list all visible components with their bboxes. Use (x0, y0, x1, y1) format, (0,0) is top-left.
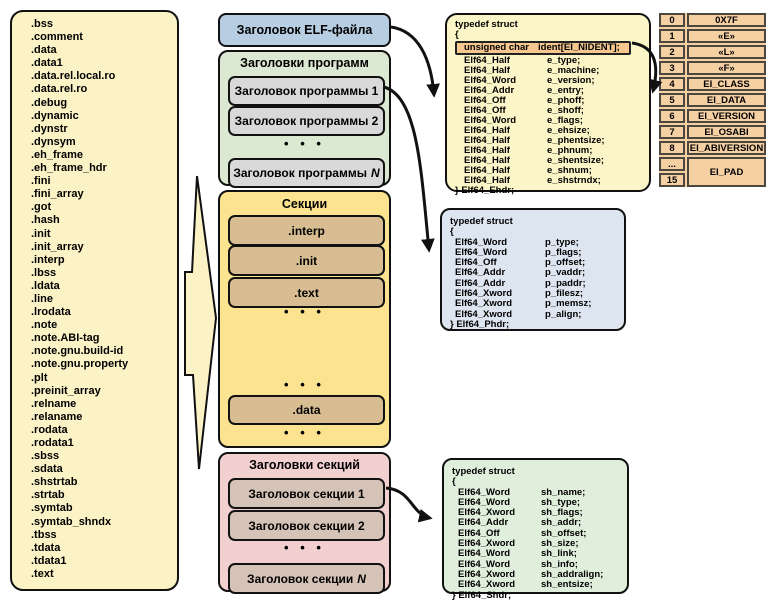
section-name: .data.rel.ro (31, 83, 88, 96)
section-name: .tbss (31, 528, 57, 541)
open-brace: { (455, 29, 459, 40)
field-name: e_ehsize; (547, 125, 590, 136)
byte-value-cell: «F» (687, 61, 766, 75)
ellipsis: • • • (284, 377, 325, 392)
field-name: p_vaddr; (545, 267, 586, 279)
section-name: .eh_frame (31, 148, 83, 161)
byte-index-cell: 4 (659, 77, 685, 91)
field-name: sh_addralign; (541, 568, 604, 580)
field-name: e_version; (547, 75, 595, 86)
section-name: .debug (31, 96, 68, 109)
field-type: Elf64_Xword (458, 507, 516, 519)
field-name: e_shstrndx; (547, 175, 601, 186)
field-name: e_entry; (547, 85, 584, 96)
section-name: .rodata (31, 423, 68, 436)
section-name: .preinit_array (31, 384, 101, 397)
program-headers-title: Заголовки программ (240, 56, 369, 70)
ellipsis: • • • (284, 540, 325, 555)
phdr-fields (450, 238, 624, 320)
field-type: Elf64_Word (455, 236, 508, 248)
field-type: Elf64_Word (458, 486, 511, 498)
e-ident-table (659, 13, 766, 187)
section-name: .comment (31, 31, 83, 44)
close-brace: } Elf64_Ehdr; (455, 185, 515, 196)
section-name: .init_array (31, 240, 84, 253)
field-name: sh_info; (541, 558, 578, 570)
section-name: .dynamic (31, 109, 79, 122)
section-name: .dynsym (31, 135, 76, 148)
field-type: Elf64_Off (455, 257, 497, 269)
field-type: Elf64_Xword (455, 288, 513, 300)
shdr-fields (452, 488, 627, 591)
field-name: p_type; (545, 236, 579, 248)
text-section-box: .text (228, 277, 385, 308)
ehdr-fields (455, 56, 649, 186)
elf64-shdr-struct-box (442, 458, 629, 601)
ellipsis: • • • (284, 304, 325, 319)
data-section-box: .data (228, 395, 385, 425)
program-header-n-label: Заголовок программы (233, 166, 367, 180)
field-type: Elf64_Off (458, 527, 500, 539)
byte-value-cell: EI_DATA (687, 93, 766, 107)
e-ident-rows (659, 13, 766, 155)
field-name: sh_link; (541, 548, 577, 560)
byte-index-cell: 8 (659, 141, 685, 155)
section-name: .eh_frame_hdr (31, 162, 107, 175)
section-name: .note.gnu.property (31, 358, 129, 371)
byte-index-cell: 7 (659, 125, 685, 139)
section-name: .lbss (31, 266, 57, 279)
section-name: .tdata (31, 541, 61, 554)
field-name: e_phoff; (547, 95, 585, 106)
section-header-n-label: Заголовок секции (247, 571, 354, 586)
byte-value-cell: EI_VERSION (687, 109, 766, 123)
section-name: .relaname (31, 410, 83, 423)
section-name: .plt (31, 371, 48, 384)
field-type: Elf64_Half (464, 155, 510, 166)
field-type: Elf64_Word (458, 496, 511, 508)
init-section-box: .init (228, 245, 385, 276)
section-name: .fini_array (31, 188, 84, 201)
elf64-phdr-struct-box (440, 208, 626, 331)
ellipsis: • • • (284, 425, 325, 440)
section-name: .tdata1 (31, 554, 67, 567)
field-type: Elf64_Word (455, 246, 508, 258)
field-name: sh_name; (541, 486, 586, 498)
interp-section-box: .interp (228, 215, 385, 246)
field-type: Elf64_Half (464, 65, 510, 76)
field-name: sh_entsize; (541, 579, 593, 591)
field-name: sh_size; (541, 538, 579, 550)
field-type: Elf64_Addr (455, 267, 506, 279)
field-type: Elf64_Addr (455, 277, 506, 289)
section-headers-container (218, 452, 391, 592)
close-brace: } Elf64_Shdr; (452, 589, 512, 601)
field-type: Elf64_Off (464, 95, 506, 106)
field-type: Elf64_Half (464, 165, 510, 176)
byte-index-cell: 15 (659, 173, 685, 187)
section-header-2-box: Заголовок секции 2 (228, 510, 385, 541)
field-type: Elf64_Half (464, 175, 510, 186)
field-name: e_shentsize; (547, 155, 605, 166)
byte-index-cell: ... (659, 157, 685, 171)
elf64-ehdr-struct-box (445, 13, 651, 196)
section-names-panel (10, 10, 179, 591)
section-name: .strtab (31, 489, 65, 502)
field-name: e_phnum; (547, 145, 593, 156)
byte-index-cell: 5 (659, 93, 685, 107)
field-type: Elf64_Half (464, 125, 510, 136)
field-name: sh_offset; (541, 527, 587, 539)
section-name: .lrodata (31, 306, 71, 319)
sections-container (218, 190, 391, 448)
section-name: .rodata1 (31, 437, 74, 449)
byte-value-cell: 0X7F (687, 13, 766, 27)
section-name: .data.rel.local.ro (31, 70, 116, 83)
ident-type: unsigned char (464, 42, 529, 53)
field-type: Elf64_Xword (458, 579, 516, 591)
section-name: .got (31, 201, 52, 214)
section-name: .symtab_shndx (31, 515, 112, 528)
field-name: e_shoff; (547, 105, 584, 116)
section-name: .shstrtab (31, 476, 78, 489)
close-brace: } Elf64_Phdr; (450, 318, 510, 330)
typedef-keyword: typedef struct (450, 216, 513, 227)
field-name: e_machine; (547, 65, 600, 76)
field-type: Elf64_Half (464, 145, 510, 156)
section-name: .symtab (31, 502, 73, 515)
byte-index-cell: 1 (659, 29, 685, 43)
field-name: sh_addr; (541, 517, 582, 529)
section-headers-title: Заголовки секций (249, 458, 360, 472)
section-name: .note (31, 319, 58, 332)
typedef-keyword: typedef struct (452, 466, 515, 477)
section-name: .sdata (31, 463, 63, 476)
section-name: .hash (31, 214, 60, 227)
field-type: Elf64_Addr (464, 85, 515, 96)
section-name: .text (31, 567, 54, 580)
field-name: e_phentsize; (547, 135, 605, 146)
section-name: .data1 (31, 57, 63, 70)
byte-index-cell: 6 (659, 109, 685, 123)
program-headers-container (218, 50, 391, 186)
section-name: .data (31, 44, 57, 57)
field-type: Elf64_Off (464, 105, 506, 116)
program-header-2-box: Заголовок программы 2 (228, 106, 385, 136)
e-ident-pad-rows (659, 157, 766, 187)
field-name: e_type; (547, 55, 581, 66)
section-name: .interp (31, 253, 65, 266)
byte-value-cell: «L» (687, 45, 766, 59)
byte-value-cell: EI_ABIVERSION (687, 141, 766, 155)
open-brace: { (452, 476, 456, 488)
field-type: Elf64_Word (458, 548, 511, 560)
byte-value-cell: EI_CLASS (687, 77, 766, 91)
field-type: Elf64_Half (464, 55, 510, 66)
big-funnel-arrow (185, 176, 216, 469)
section-name: .sbss (31, 450, 60, 463)
section-name: .line (31, 292, 54, 305)
field-type: Elf64_Half (464, 135, 510, 146)
field-name: sh_flags; (541, 507, 583, 519)
elf-file-header-box: Заголовок ELF-файла (218, 13, 391, 47)
field-name: p_filesz; (545, 288, 584, 300)
field-name: p_memsz; (545, 298, 592, 310)
field-type: Elf64_Word (464, 115, 517, 126)
field-name: e_shnum; (547, 165, 592, 176)
arrow-elfheader-to-ehdr (391, 27, 434, 95)
byte-value-cell: «E» (687, 29, 766, 43)
ident-name: ident[EI_NIDENT]; (538, 42, 620, 53)
field-type: Elf64_Word (464, 75, 517, 86)
section-name: .init (31, 227, 51, 240)
byte-index-cell: 0 (659, 13, 685, 27)
field-type: Elf64_Xword (455, 298, 513, 310)
field-type: Elf64_Xword (458, 538, 516, 550)
byte-index-cell: 2 (659, 45, 685, 59)
field-name: p_paddr; (545, 277, 586, 289)
section-name: .relname (31, 397, 77, 410)
program-header-n-index: N (371, 166, 380, 180)
byte-index-cell: 3 (659, 61, 685, 75)
field-type: Elf64_Addr (458, 517, 509, 529)
ellipsis: • • • (284, 136, 325, 151)
field-name: p_offset; (545, 257, 586, 269)
program-header-n-box (228, 158, 385, 188)
section-header-n-index: N (357, 571, 366, 586)
field-name: sh_type; (541, 496, 581, 508)
section-name: .dynstr (31, 122, 68, 135)
section-header-1-box: Заголовок секции 1 (228, 478, 385, 509)
field-name: p_flags; (545, 246, 582, 258)
section-name: .note.ABI-tag (31, 332, 100, 345)
section-name: .note.gnu.build-id (31, 345, 124, 358)
section-name: .ldata (31, 279, 60, 292)
section-name: .bss (31, 18, 54, 30)
field-type: Elf64_Xword (458, 568, 516, 580)
arrow-sectheader-to-shdr (386, 488, 430, 518)
section-name: .fini (31, 175, 51, 188)
field-type: Elf64_Xword (455, 308, 513, 320)
field-name: p_align; (545, 308, 582, 320)
typedef-keyword: typedef struct (455, 19, 518, 30)
open-brace: { (450, 226, 454, 238)
byte-value-cell: EI_OSABI (687, 125, 766, 139)
sections-title: Секции (281, 197, 328, 211)
ident-highlight-row (455, 41, 631, 55)
field-name: e_flags; (547, 115, 583, 126)
program-header-1-box: Заголовок программы 1 (228, 76, 385, 106)
section-header-n-box (228, 563, 385, 594)
field-type: Elf64_Word (458, 558, 511, 570)
byte-value-cell: EI_PAD (687, 157, 766, 187)
